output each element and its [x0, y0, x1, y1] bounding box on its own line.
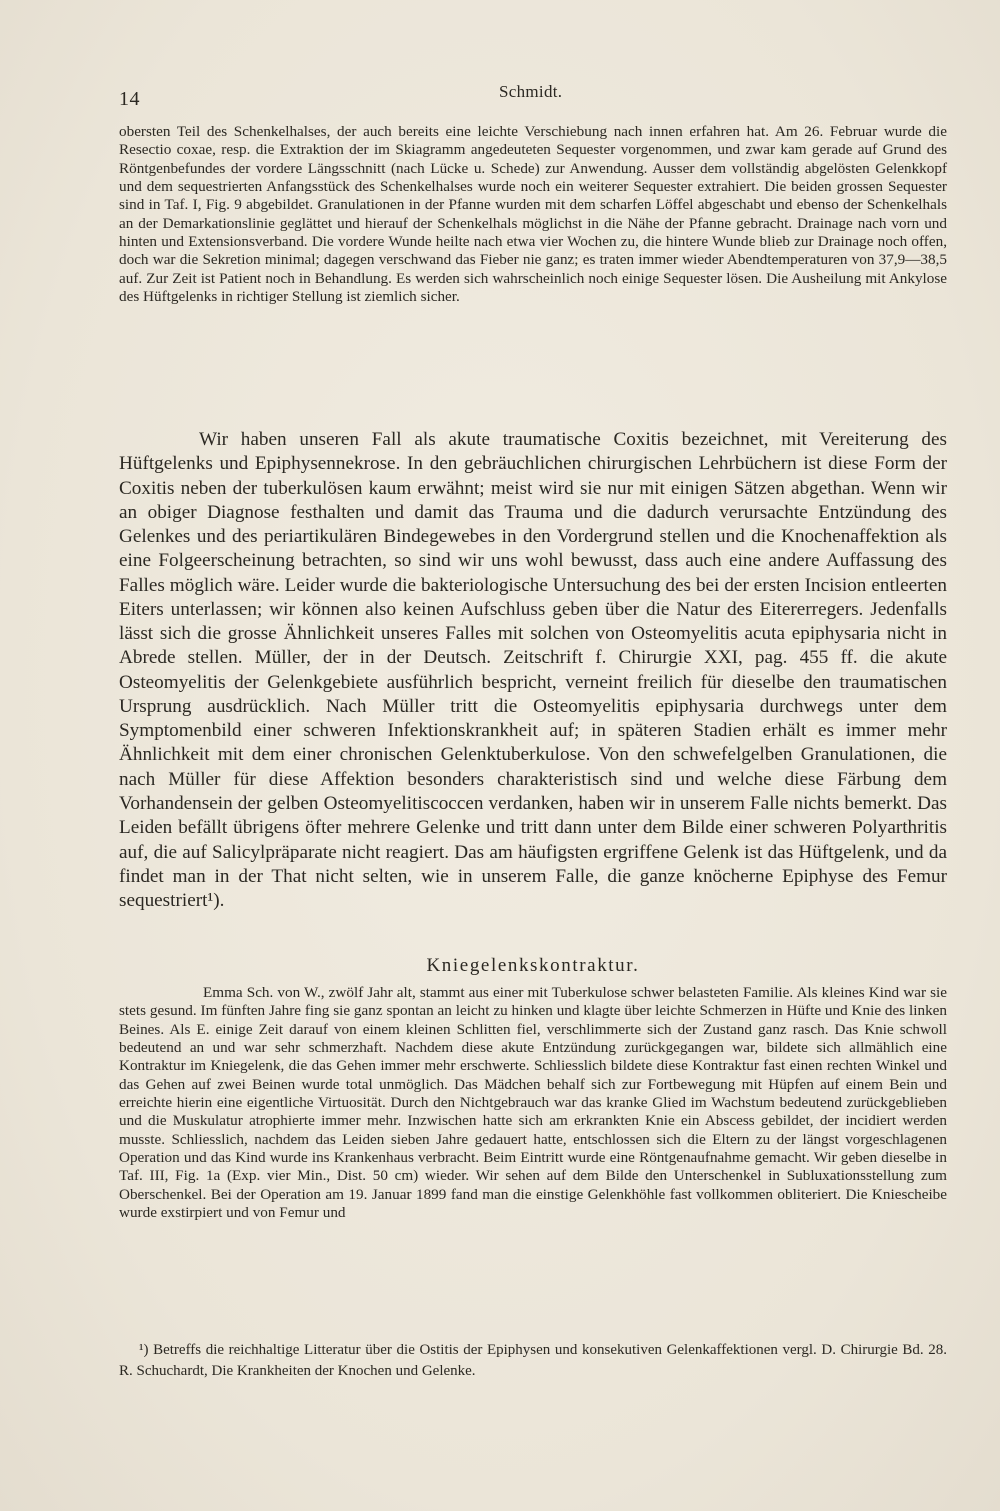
- discussion-paragraph: Wir haben unseren Fall als akute traumatische Coxitis bezeichnet, mit Vereiterung des Hüftgelenks und Epiphysennekrose. In den gebräuchlichen chirurgischen Lehrbüchern ist diese Form der Coxitis neben der tuberkulösen kaum erwähnt; meist wird sie nur mit einigen Sätzen abgethan. Wenn wir an obiger Diagnose festhalten und damit das Trauma und die dadurch verursachte Entzündung des Gelenkes und des periartikulären Bindegewebes in den Vordergrund stellen und die Knochenaffektion als eine Folgeerscheinung betrachten, so sind wir uns wohl bewusst, dass auch eine andere Auffassung des Falles möglich wäre. Leider wurde die bakteriologische Untersuchung des bei der ersten Incision entleerten Eiters unterlassen; wir können also keinen Aufschluss geben über die Natur des Eitererregers. Jedenfalls lässt sich die grosse Ähnlichkeit unseres Falles mit solchen von Osteomyelitis acuta epiphysaria nicht in Abrede stellen. Müller, der in der Deutsch. Zeitschrift f. Chirurgie XXI, pag. 455 ff. die akute Osteomyelitis der Gelenkgebiete ausführlich bespricht, verneint freilich für dieselbe den traumatischen Ursprung ausdrücklich. Nach Müller tritt die Osteomyelitis epiphysaria durchwegs unter dem Symptomenbild einer schweren Infektionskrankheit auf; in späteren Stadien erhält es immer mehr Ähnlichkeit mit dem einer chronischen Gelenktuberkulose. Von den schwefelgelben Granulationen, die nach Müller für diese Affektion besonders charakteristisch sind und welche diese Färbung dem Vorhandensein der gelben Osteomyelitiscoccen verdanken, haben wir in unserem Falle nichts bemerkt. Das Leiden befällt übrigens öfter mehrere Gelenke und tritt dann unter dem Bilde einer schweren Polyarthritis auf, die auf Salicylpräparate nicht reagiert. Das am häufigsten ergriffene Gelenk ist das Hüftgelenk, und da findet man in der That nicht selten, wie in unserem Falle, die ganze knöcherne Epiphyse des Femur sequestriert¹).: [119, 429, 947, 912]
- section-heading: Kniegelenkskontraktur.: [426, 955, 640, 976]
- case-report-continuation: obersten Teil des Schenkelhalses, der auch bereits eine leichte Verschiebung nach innen erfahren hat. Am 26. Februar wurde die Resectio coxae, resp. die Extraktion der im Skiagramm angedeuteten Sequester vorgenommen, und zwar kam gerade auf Grund des Röntgenbefundes der vordere Längsschnitt (nach Lücke u. Schede) zur Anwendung. Ausser dem vollständig abgelösten Gelenkkopf und dem sequestrierten Anfangsstück des Schenkelhalses wurde noch ein weiterer Sequester extrahiert. Die beiden grossen Sequester sind in Taf. I, Fig. 9 abgebildet. Granulationen in der Pfanne wurden mit dem scharfen Löffel abgeschabt und ebenso der Schenkelhals an der Demarkationslinie geglättet und hierauf der Schenkelhals möglichst in die Nähe der Pfanne gebracht. Drainage nach vorn und hinten und Extensionsverband. Die vordere Wunde heilte nach etwa vier Wochen zu, die hintere Wunde blieb zur Drainage noch offen, doch war die Sekretion minimal; dagegen verschwand das Fieber nie ganz; es traten immer wieder Abendtemperaturen von 37,9—38,5 auf. Zur Zeit ist Patient noch in Behandlung. Es werden sich wahrscheinlich noch einige Sequester lösen. Die Ausheilung mit Ankylose des Hüftgelenks in richtiger Stellung ist ziemlich sicher.: [119, 123, 947, 306]
- case-report-paragraph: Emma Sch. von W., zwölf Jahr alt, stammt aus einer mit Tuberkulose schwer belasteten Familie. Als kleines Kind war sie stets gesund. Im fünften Jahre fing sie ganz spontan an leicht zu hinken und klagte über leichte Schmerzen in Hüfte und Knie des linken Beines. Als E. einige Zeit darauf von einem kleinen Schlitten fiel, verschlimmerte sich der Zustand ganz rasch. Das Knie schwoll bedeutend an und war sehr schmerzhaft. Nachdem diese akute Entzündung zurückgegangen war, bildete sich allmählich eine Kontraktur im Kniegelenk, die das Gehen immer mehr erschwerte. Schliesslich bildete diese Kontraktur fast einen rechten Winkel und das Gehen auf zwei Beinen wurde total unmöglich. Das Mädchen behalf sich zur Fortbewegung mit Hüpfen auf einem Bein und erreichte hierin eine eigentliche Virtuosität. Durch den Nichtgebrauch war das kranke Glied im Wachstum bedeutend zurückgeblieben und die Muskulatur atrophierte immer mehr. Inzwischen hatte sich am erkrankten Knie ein Abscess gebildet, der incidiert werden musste. Schliesslich, nachdem das Leiden sieben Jahre gedauert hatte, entschlossen sich die Eltern zu der längst vorgeschlagenen Operation und das Kind wurde ins Krankenhaus verbracht. Beim Eintritt wurde eine Röntgenaufnahme gemacht. Wir geben dieselbe in Taf. III, Fig. 1a (Exp. vier Min., Dist. 50 cm) wieder. Wir sehen auf dem Bilde den Unterschenkel in Subluxationsstellung zum Oberschenkel. Bei der Operation am 19. Januar 1899 fand man die einstige Gelenkhöhle fast vollkommen obliteriert. Die Kniescheibe wurde exstirpiert und von Femur und: [119, 984, 947, 1222]
- footnote: ¹) Betreffs die reichhaltige Litteratur über die Ostitis der Epiphysen und konsekutiven Gelenkaffektionen vergl. D. Chirurgie Bd. 28. R. Schuchardt, Die Krankheiten der Knochen und Gelenke.: [119, 1342, 947, 1379]
- page-header: [119, 82, 947, 112]
- running-head: Schmidt.: [499, 82, 563, 101]
- page-number: 14: [119, 88, 140, 110]
